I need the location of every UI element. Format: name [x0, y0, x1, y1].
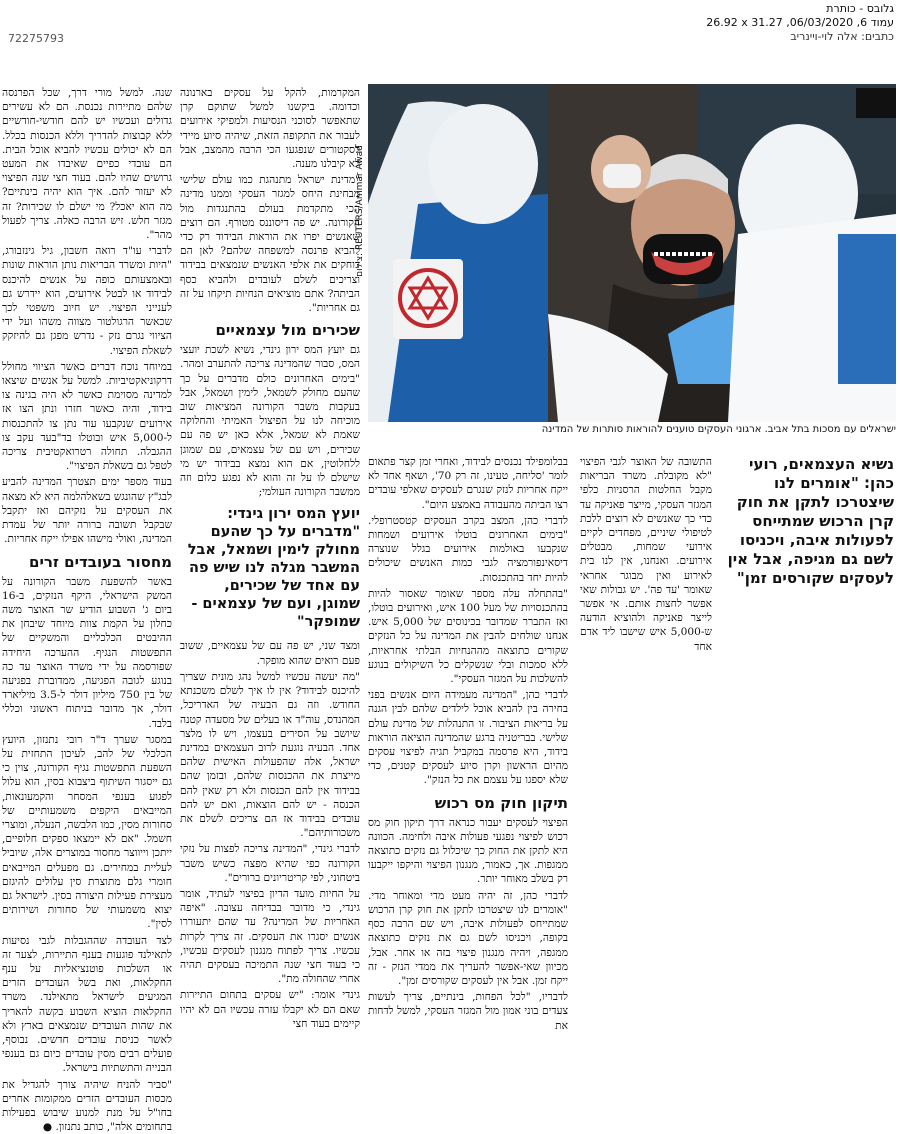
paragraph: לדברי כהן, זה יהיה מעט מדי ומאוחר מדי. "אומרים לנו שיצטרכו לתקן את חוק קרן הרכוש שמתייחס לפעולות איבה, ויש שם הרבה כסף בקופה, ויכניסו לשם גם את נזקים כתוצאה ממגפה, ויהיה מנגנון פיצוי בזה או אחר. אבל, מכיוון שאי-אפשר להעריך את ממדי הנזק - זה ייקח זמן. אבל אין לעסקים שקורסים זמן".	[368, 889, 568, 987]
article-column-1	[580, 455, 712, 653]
paragraph: "סביר להניח שיהיה צורך להגדיל את מכסות העובדים הזרים ממקומות אחרים בחו"ל על מנת למנוע שיבוש בפעילות בתחומים אלה", כותב נתנזון. ●	[2, 1078, 172, 1134]
paragraph: גינדי אומר: "יש עסקים בתחום התיירות שאם הם לא יקבלו עזרה עכשיו הם לא יהיו קיימים בעוד חצי	[180, 989, 360, 1030]
paragraph: במסגר שערך ד"ר רובי נתנזון, היועץ הכלכלי של להב, לעיכון התחזית על השפעת התפשטות נגיף הקורונה, צוין כי גם ייסגור השיתוף ביצבוא בסין, הוא עלול לפגוע בענפי המסחר והקמעונאות, המייבאים היקפים משמעותיים של סחורות מסין, כמו הלבשה, הנעלה, ומוצרי חשמל. "אם לא יימצאו ספקים חלופיים, ייתכן וייווצר מחסור במוצרים אלה, שיוביל לעליית במחירים. גם מפעלים המייבאים חומרי גלם מתוצרת סין עלולים להיגזם מעצירת פעילות היצורה בסין. לישראל גם יצוא משמעותי של סחורות ושירותים לסין".	[2, 733, 172, 931]
paragraph: באשר להשפעת משבר הקורונה על המשק הישראלי, היקף הנזקים, ב-16 ביום ג' השבוע הודיע שר האוצר משה כחלון על הקמת צוות מיוחד שיבחן את ההיבטים הכלכליים והמשקיים של התפשטות הנגיף. ההערכה היחידה שפורסמה על ידי משרד האוצר עד כה בנוגע לגובה הפגיעה, ממדוברת בפגיעה של בין 750 מיליון דולר ל-3.5 מיליארד דולר, אך מדובר בניתוח ראשוני וכללי בלבד.	[2, 575, 172, 730]
publication-line: גלובס - כותרת	[826, 2, 894, 15]
section-subhead: שכירים מול עצמאיים	[215, 321, 360, 340]
paragraph: גם יועץ המס ירון גינדי, נשיא לשכת יועצי המס, סבור שהמדינה צריכה להתערב ומהר. "בימים האחרונים כולם מדברים על כך שהעם מחולק לשמאל, לימין ושמאל, אבל בעקבות משבר הקורונה המציאות שוב מוכיחה לנו על הפיצול האמיתי והחלוקה שאמת לא שמאל, אלא כאן יש פה עם שכירים, ויש עם של עצמאים, עם שמוגן ללחלוטין, אם הוא נמצא בבידוד יש מי שישלם לו על זה והוא לא נפגע כלום וזה ממשבר הקורונה העולמי;	[180, 344, 360, 499]
paragraph: לדברי גינדי, "המדינה צריכה לפצות על נזקי הקורונה כפי שהיא מפצה כשיש משבר ביטחוני, לפי קריטריונים ברורים".	[180, 843, 360, 884]
paragraph: לדברי כהן, המצב בקרב העסקים קטסטרופלי. "בימים האחרונים בוטלו אירועים ושמחות שנקבעו באולמות אירועים בגלל שנוצרה דיסאינפורמציה לגבי כמות האנשים שיכולים להיות יחד בהתכנסות.	[368, 514, 568, 584]
paragraph: "מדינת ישראל מתנהגת כמו עולם שלישי מבחינת היחס למגזר העסקי וממנו מדינה הכי מתקדמת בעולם בהתנגדות מול הקורונה. יש פה דיסוננס מטורף. הם רוצים שאנשים יפרו את הוראות הבידוד רק כדי להביא פרנסה למשפחה שלהם? לאן הם דוחקים את אלפי האנשים שנמצאים בבידוד וצריכים לשלם לעובדים ולהביא כסף הביתה? אתם מוציאים הנחיות תיקחו על זה גם אחריות".	[180, 174, 360, 315]
article-photo	[368, 84, 896, 422]
paragraph: המקרמות, להקל על עסקים בארנונה וכדומה. ביקשנו למשל שתוקם קרן שתאפשר לסוכני הנסיעות ולמפיקי אירועים לעבור את התקופה הזאת, שיהיה סיוע מיידי לסקטורים שנפגעו הכי הרבה מהמצב, אבל לא קיבלנו מענה.	[180, 87, 360, 171]
page-info-line: 26.92 x 31.27 ,06/03/2020 ,6 עמוד	[706, 16, 894, 29]
paragraph: שנה. למשל מורי דרך, שכל הפרנסה שלהם מתיירות נכנסת. הם לא עשירים גדולים ועכשיו יש להם חודשי-חודשיים ללא קבוצות להדריך וללא הכנסות בכלל. הם לא יכולים עכשיו להביא אוכל הבית. הם עובדי כפיים שאיבדו את המעט גרושים שהיו להם. בעוד חצי שנה הפיצוי לא יעזור להם. איך הוא יהיה בינתיים? מה הוא יאכל? מי ישלם לו שכירות? זה מגזר חלש. זיש הרבה כאלה. צריך לפעול מהר".	[2, 87, 172, 242]
lead-quote: נשיא העצמאים, רועי כהן: "אומרים לנו שיצטרכו לתקן את חוק קרן הרכוש שמתייחס לפעולות איבה, ויכניסו לשם גם מגיפה, אבל אין לעסקים שקורסים זמן"	[727, 455, 894, 587]
reporters-line: כתבים: אלה לוי-ויינריב	[790, 30, 894, 43]
photo-illustration	[368, 84, 896, 422]
paragraph: התשובה של האוצר לגבי הפיצוי "לא מקובלת. משרד הבריאות מקבל החלטות הרסניות כלפי המגזר העסקי, מייצר פאניקה עד כדי כך שאנשים לא רוצים ללכת לטיפולי שיניים, מפחדים לקיים אירועי שמחות, מבטלים אירועים. ואנחנו, אין לנו בית לאירוע ואין מבוגר אחראי שאומר 'עד פה'. יש גבולות שאי אפשר לחצות אותם. אי אפשר לייצר פאניקה ולהוציא הודעה ש-5,000 איש שישבו ליד אדם אחד	[580, 456, 712, 653]
pull-quote: יועץ המס ירון גינדי: "מדברים על כך שהעם מחולק לימין ושמאל, אבל המשבר מגלה לנו שיש פה עם אחד של שכירים, שמוגן, ועם של עצמאים - שמופקר"	[187, 506, 360, 631]
paragraph: בעוד מספר ימים תצטרך המדינה להביע לבג"ץ שהונגש בשאלהלמה היא לא מצאה את העסקים על נזקיהם ואז יתקבל שבקבל תשובה ברורה יותר של עמדת המדינה, ואולי מישהו אפילו ייקח אחריות.	[2, 476, 172, 546]
section-subhead: מחסור בעובדים זרים	[29, 552, 172, 571]
photo-caption: ישראלים עם מסכות בתל אביב. ארגוני העסקים טוענים להוראות סותרות של המדינה	[541, 424, 896, 435]
paragraph: הפיצוי לעסקים יעבור כנראה דרך תיקון חוק מס רכוש לפיצוי נפגעי פעולות איבה ולחימה. הכוונה היא לתקן את החוק כך שיכלול גם נזקים כתוצאה ממגפות. אך, כאמור, מנגנון הפיצוי והיקפו ייקבעו רק בשלב מאוחר יותר.	[368, 816, 568, 886]
paragraph: על החיות מועד הדיון בפיצוי לעתיד, אומר גינדי, כי מדובר בבדיחה עצובה. "איפה האחריות של המדינה? עד שהם יתעוררו אנשים יסגרו את העסקים. זה צריך לקרות עכשיו. צריך לפתוח מנגנון לעסקים עכשיו, כי בעוד חצי שנה התמיכה בעסקים תהיה אחרי שהחולה מת".	[180, 887, 360, 986]
paragraph: לדברי כהן, "המדינה מעמידה היום אנשים בפני בחירה בין להביא אוכל לילדים שלהם לבין הגנה על בריאות הציבור. זו התנהלות של מדינת עולם שלישי. בבריטניה ברגע שהמדינה הוציאה הוראות בידוד, היא פרסמה במקביל תגיה לפיצוי עסקים מהיום הראשון וקרן סיוע לעסקים קטנים, כדי שלא יספגו על עצמם את כל הנזק".	[368, 689, 568, 787]
section-subhead: תיקון חוק מס רכוש	[434, 793, 568, 812]
photo-credit: צילום: REUTERS/Ammar Awad	[355, 145, 365, 277]
clip-id: 72275793	[8, 32, 64, 45]
article-column-2	[368, 455, 568, 1128]
paragraph: "בהתחלה עלה מספר שאומר שאסור להיות בהתכנסויות של מעל 100 איש, ואירועים בוטלו, ואז התברר שמדובר בכינוסים של 5,000 איש. אנחנו שולחים להבין את המדינה על כל הנזקים שקורים כתוצאה מההנחיות הבלתי אחראיות, ללא סמכות ובלי שנשקלים כל השיקולים בנוגע להשלכות על המגזר העסקי".	[368, 587, 568, 686]
article-column-4	[2, 86, 172, 1134]
paragraph: בבלומפילד נכנסים לבידוד, ואחרי זמן קצר פתאום לומר 'סליחה, טעינו, זה רק 70', ושאף אחד לא ייקח אחריות לנזק שנגרם לעסקים שאלפי עובדים רצו הביתה מהעבודה באמצע היום".	[368, 456, 568, 511]
article-column-3	[180, 86, 360, 1128]
paragraph: לדבריו, "לכל הפחות, בינתיים, צריך לעשות צעדים בוני אמון מול המגזר העסקי, למשל לדחות את	[368, 991, 568, 1032]
paragraph: "מה יעשה עכשיו למשל נהג מונית שצריך להיכנס לבידוד? אין לו איך לשלם משכנתא החודש. וזה גם הבעיה של האדריכל, המהנדס, עוה"ד או בעלים של מסעדה קטנה שיושב על הסירים בעצמו, ויש לו מלצר אחד. הבעיה נוגעת לרוב העצמאים במדינת ישראל, אלה שהפעולות האישית שלהם מייצרת את ההכנסות שלהם, ובזמן שהם בבידוד אין להם הכנסות ולא רק שאין להם הכנסה - יש להם הוצאות, ואם יש להם עובדים בבידוד אז הם צריכים לשלם את משכורותיהם".	[180, 670, 360, 840]
paragraph: לצד העובדה שההגבלות לגבי נסיעות לתאילנד פוגעות בענף התיירות, לצער זה או השלכות פוטנציאליות על ענף החקלאות, ואת בשל העובדים הזרים המגיעים לישראל מתאילנד. משרד החקלאות הוציא השבוע בקשה להאריך את שהות העובדים שנמצאים בארץ ולא לאשר כניסת עובדים חדשים. נבוסף, פועלים רבים מסין עובדים כיום גם בענפי הבנייה והתשתיות בישראל.	[2, 934, 172, 1075]
paragraph: לדברי עו"ד רואה חשבון, גיל גינזבורג, "היות ומשרד הבריאות נותן הוראות שונות ובאמצעותם כופה על אנשים להיכנס לבידוד או לבטל אירועים, הוא יידרש גם לענייני הפיצוי. יש חיוב משפטי לכך שכאשר הרגולטור מצווה משהו ועל ידי הציווי נגרם נזק - נדרש מפגן גם להיזקק לשאלת הפיצוי.	[2, 245, 172, 357]
paragraph: ומצד שני, יש פה עם של עצמאיים, ששוב פעם רואים שהוא מופקר.	[180, 640, 360, 667]
paragraph: במיוחד נוכח דברים כאשר הציווי מחולל דרקוניאקטיביות. למשל על אנשים שיצאו למדינה מסוימת כאשר לא היה בגינה צו בידוד, והיה כאשר חזרו ונתן הצו אז אירועים שנקבעו עוד נתן צו להתכנסות ל-5,000 איש ובוטלו בד"בעד עקב צו ההגבלה. תחולה רטרואקטיבית צריכה לטפל גם בשאלת הפיצוי".	[2, 360, 172, 473]
